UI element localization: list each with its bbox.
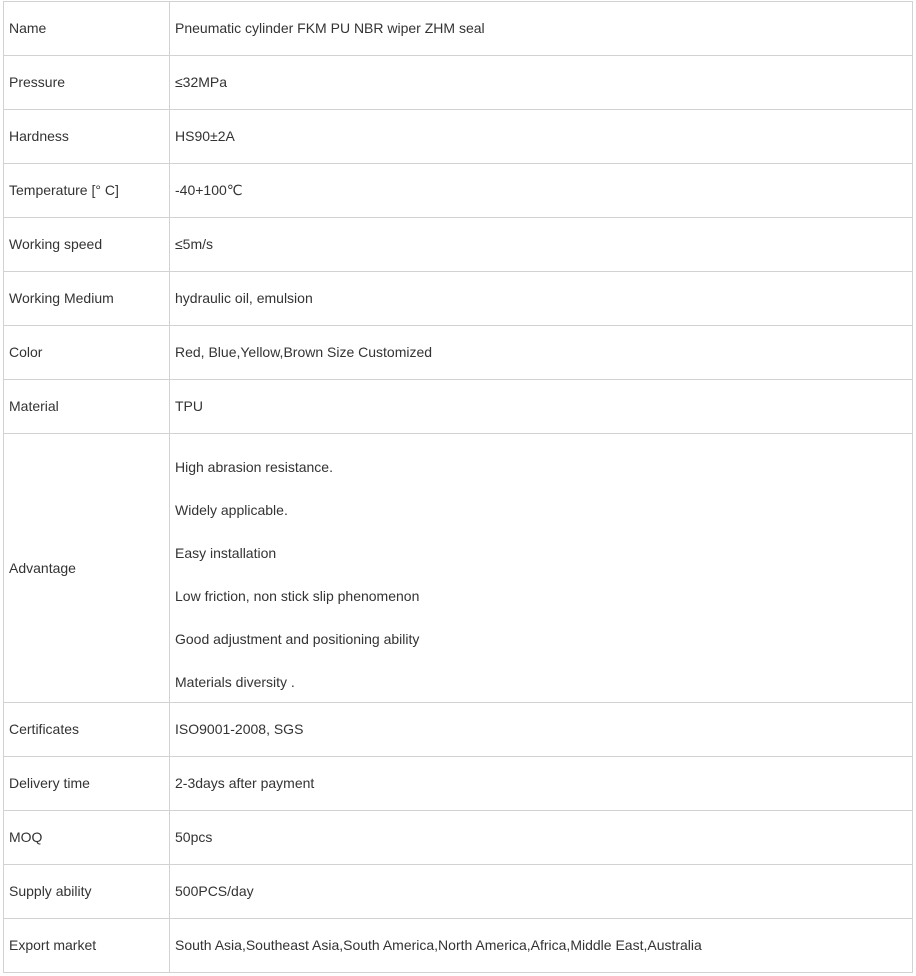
table-row-name (4, 2, 913, 56)
table-row-supply-ability (4, 865, 913, 919)
table-row-working-medium (4, 272, 913, 326)
table-row-temperature (4, 164, 913, 218)
row-label: Working speed (4, 218, 170, 272)
advantage-item: High abrasion resistance. (175, 459, 333, 475)
row-label: Certificates (4, 703, 170, 757)
row-value: Red, Blue,Yellow,Brown Size Customized (170, 326, 913, 380)
row-label: Temperature [° C] (4, 164, 170, 218)
row-value: HS90±2A (170, 110, 913, 164)
row-value: ≤32MPa (170, 56, 913, 110)
table-row-export-market (4, 919, 913, 973)
specification-table (3, 1, 913, 973)
row-value: 2-3days after payment (170, 757, 913, 811)
advantage-item: Good adjustment and positioning ability (175, 631, 420, 647)
row-value-list (170, 434, 913, 703)
advantage-item: Widely applicable. (175, 502, 288, 518)
row-value: ISO9001-2008, SGS (170, 703, 913, 757)
row-label: Export market (4, 919, 170, 973)
row-value: -40+100℃ (170, 164, 913, 218)
row-label: Working Medium (4, 272, 170, 326)
table-row-hardness (4, 110, 913, 164)
row-value: TPU (170, 380, 913, 434)
table-row-material (4, 380, 913, 434)
table-row-moq (4, 811, 913, 865)
row-value: 50pcs (170, 811, 913, 865)
table-row-advantage (4, 434, 913, 703)
row-value: hydraulic oil, emulsion (170, 272, 913, 326)
advantage-item: Materials diversity . (175, 674, 295, 690)
advantage-item: Low friction, non stick slip phenomenon (175, 588, 420, 604)
row-label: Hardness (4, 110, 170, 164)
row-value: ≤5m/s (170, 218, 913, 272)
row-label: Material (4, 380, 170, 434)
row-label: Delivery time (4, 757, 170, 811)
advantage-list (175, 442, 907, 694)
row-label: Name (4, 2, 170, 56)
table-row-pressure (4, 56, 913, 110)
table-row-color (4, 326, 913, 380)
table-row-certificates (4, 703, 913, 757)
row-label: Color (4, 326, 170, 380)
table-row-delivery-time (4, 757, 913, 811)
row-value: 500PCS/day (170, 865, 913, 919)
advantage-item: Easy installation (175, 545, 277, 561)
row-label: Pressure (4, 56, 170, 110)
row-label: Advantage (4, 434, 170, 703)
table-row-working-speed (4, 218, 913, 272)
row-label: Supply ability (4, 865, 170, 919)
row-label: MOQ (4, 811, 170, 865)
row-value: Pneumatic cylinder FKM PU NBR wiper ZHM seal (170, 2, 913, 56)
row-value: South Asia,Southeast Asia,South America,North America,Africa,Middle East,Australia (170, 919, 913, 973)
